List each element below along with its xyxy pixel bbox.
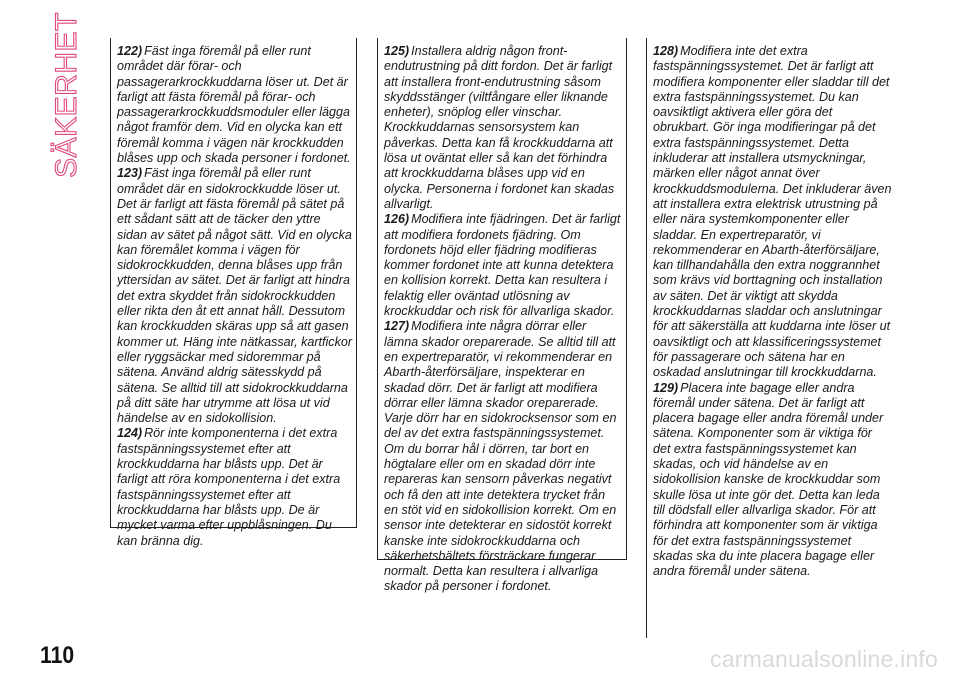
warning-number: 124) (117, 426, 143, 441)
text-column-3 (646, 38, 896, 638)
section-title-text: SÄKERHET (50, 12, 83, 178)
warning-text: Modifiera inte några dörrar eller lämna skador oreparerade. Se alltid till att en expertreparatör, vi rekommenderar en Abarth-återförsäljare, inspekterar en skadad dörr. Det är farligt att modifiera dörrar eller lämna skador oreparerade. Varje dörr har en sidokrocksensor som en del av det extra fastspänningssystemet. Om du borrar hål i dörren, tar bort en högtalare eller om en skadad dörr inte repareras kan sensorn påverkas negativt och få den att inte detektera trycket från en stöt vid en sidokollision korrekt. Om en sensor inte detekterar en sidostöt korrekt kanske inte sidokrockkuddarna och säkerhetsbältets försträckare fungerar normalt. Detta kan resultera i allvarliga skador på personer i fordonet. (384, 319, 617, 594)
warning-paragraph (117, 166, 352, 426)
warning-paragraph (653, 44, 892, 381)
warning-text: Fäst inga föremål på eller runt området där förar- och passagerarkrockkuddarna löser ut. Det är farligt att fästa föremål på förar- och passagerarkrockkuddsmoduler eller lägga något framför dem. Vid en olycka kan ett föremål komma i vägen när krockkudden blåses upp och skada personer i fordonet. (117, 44, 351, 166)
warning-number: 123) (117, 166, 143, 181)
warning-paragraph (384, 44, 622, 212)
warning-paragraph (117, 426, 352, 548)
section-title (50, 12, 84, 178)
warning-paragraph (117, 44, 352, 166)
warning-text: Installera aldrig någon front-endutrustning på ditt fordon. Det är farligt att installera front-endutrustning såsom skyddsstänger (viltfångare eller liknande enheter), snöplog eller vinschar. Krockkuddarnas sensorsystem kan påverkas. Detta kan få krockkuddarna att lösa ut oväntat eller så kan det förhindra att krockkuddarna blåses upp vid en olycka. Personerna i fordonet kan skadas allvarligt. (384, 44, 615, 211)
watermark: carmanualsonline.info (710, 646, 938, 672)
warning-number: 129) (653, 380, 679, 395)
text-column-2 (377, 38, 627, 594)
warning-number: 127) (384, 319, 410, 334)
text-column-1 (110, 38, 357, 548)
warning-text: Modifiera inte fjädringen. Det är farligt att modifiera fordonets fjädring. Om fordonets höjd eller fjädring modifieras kommer fordonet inte att kunna detektera en kollision korrekt. Detta kan resultera i felaktig eller oväntad utlösning av krockkuddar och risk för allvarliga skador. (384, 212, 621, 319)
warning-number: 122) (117, 44, 143, 58)
warning-paragraph (384, 319, 622, 594)
page-number: 110 (40, 642, 75, 669)
warning-text: Placera inte bagage eller andra föremål under sätena. Det är farligt att placera bagage eller andra föremål under sätena. Komponenter som är viktiga för det extra fastspänningssystemet kan skadas, och vid händelse av en sidokollision kanske de krockkuddar som skulle lösa ut inte gör det. Detta kan leda till dödsfall eller allvarliga skador. För att förhindra att komponenter som är viktiga för det extra fastspänningssystemet skadas ska du inte placera bagage eller andra föremål under sätena. (653, 380, 884, 579)
warning-paragraph (653, 381, 892, 580)
warning-text: Rör inte komponenterna i det extra fastspänningssystemet efter att krockkuddarna har blåsts upp. Det är farligt att röra komponenterna i det extra fastspänningssystemet efter att krockkuddarna har blåsts upp. De är mycket varma efter uppblåsningen. Du kan bränna dig. (117, 426, 341, 548)
warning-number: 126) (384, 212, 410, 227)
warning-text: Modifiera inte det extra fastspänningssystemet. Det är farligt att modifiera komponenter eller sladdar till det extra fastspänningssystemet. Du kan oavsiktligt aktivera eller göra det obrukbart. Gör inga modifieringar på det extra fastspänningssystemet. Detta inkluderar att installera utsmyckningar, märken eller något annat över krockkuddsmodulerna. Det inkluderar även att installera extra elektrisk utrustning på eller nära systemkomponenter eller sladdar. En expertreparatör, vi rekommenderar en Abarth-återförsäljare, kan tillhandahålla den extra noggrannhet som krävs vid borttagning och installation av säten. Det är viktigt att skydda krockkuddarnas sladdar och anslutningar för att säkerställa att kuddarna inte löser ut oavsiktligt och att klassificeringssystemet för passagerare och sätena har en oskadad anslutningar till krockkuddarna. (653, 44, 892, 380)
warning-paragraph (384, 212, 622, 319)
warning-text: Fäst inga föremål på eller runt området där en sidokrockkudde löser ut. Det är farligt att fästa föremål på sätet på ett sådant sätt att de täcker den yttre sidan av sätet på något sätt. Vid en olycka kan föremålet komma i vägen för sidokrockkudden, denna blåses upp från yttersidan av sätet. Det är farligt att hindra det extra skyddet från sidokrockkudden eller rikta den åt ett annat håll. Dessutom kan krockkudden skäras upp så att gasen kommer ut. Häng inte nätkassar, kartfickor eller ryggsäckar med sidoremmar på sätena. Använd aldrig sätesskydd på sätena. Se alltid till att sidokrockkuddarna på ditt säte har utrymme att lösa ut vid händelse av en sidokollision. (117, 166, 352, 426)
warning-number: 128) (653, 44, 679, 58)
warning-number: 125) (384, 44, 410, 58)
